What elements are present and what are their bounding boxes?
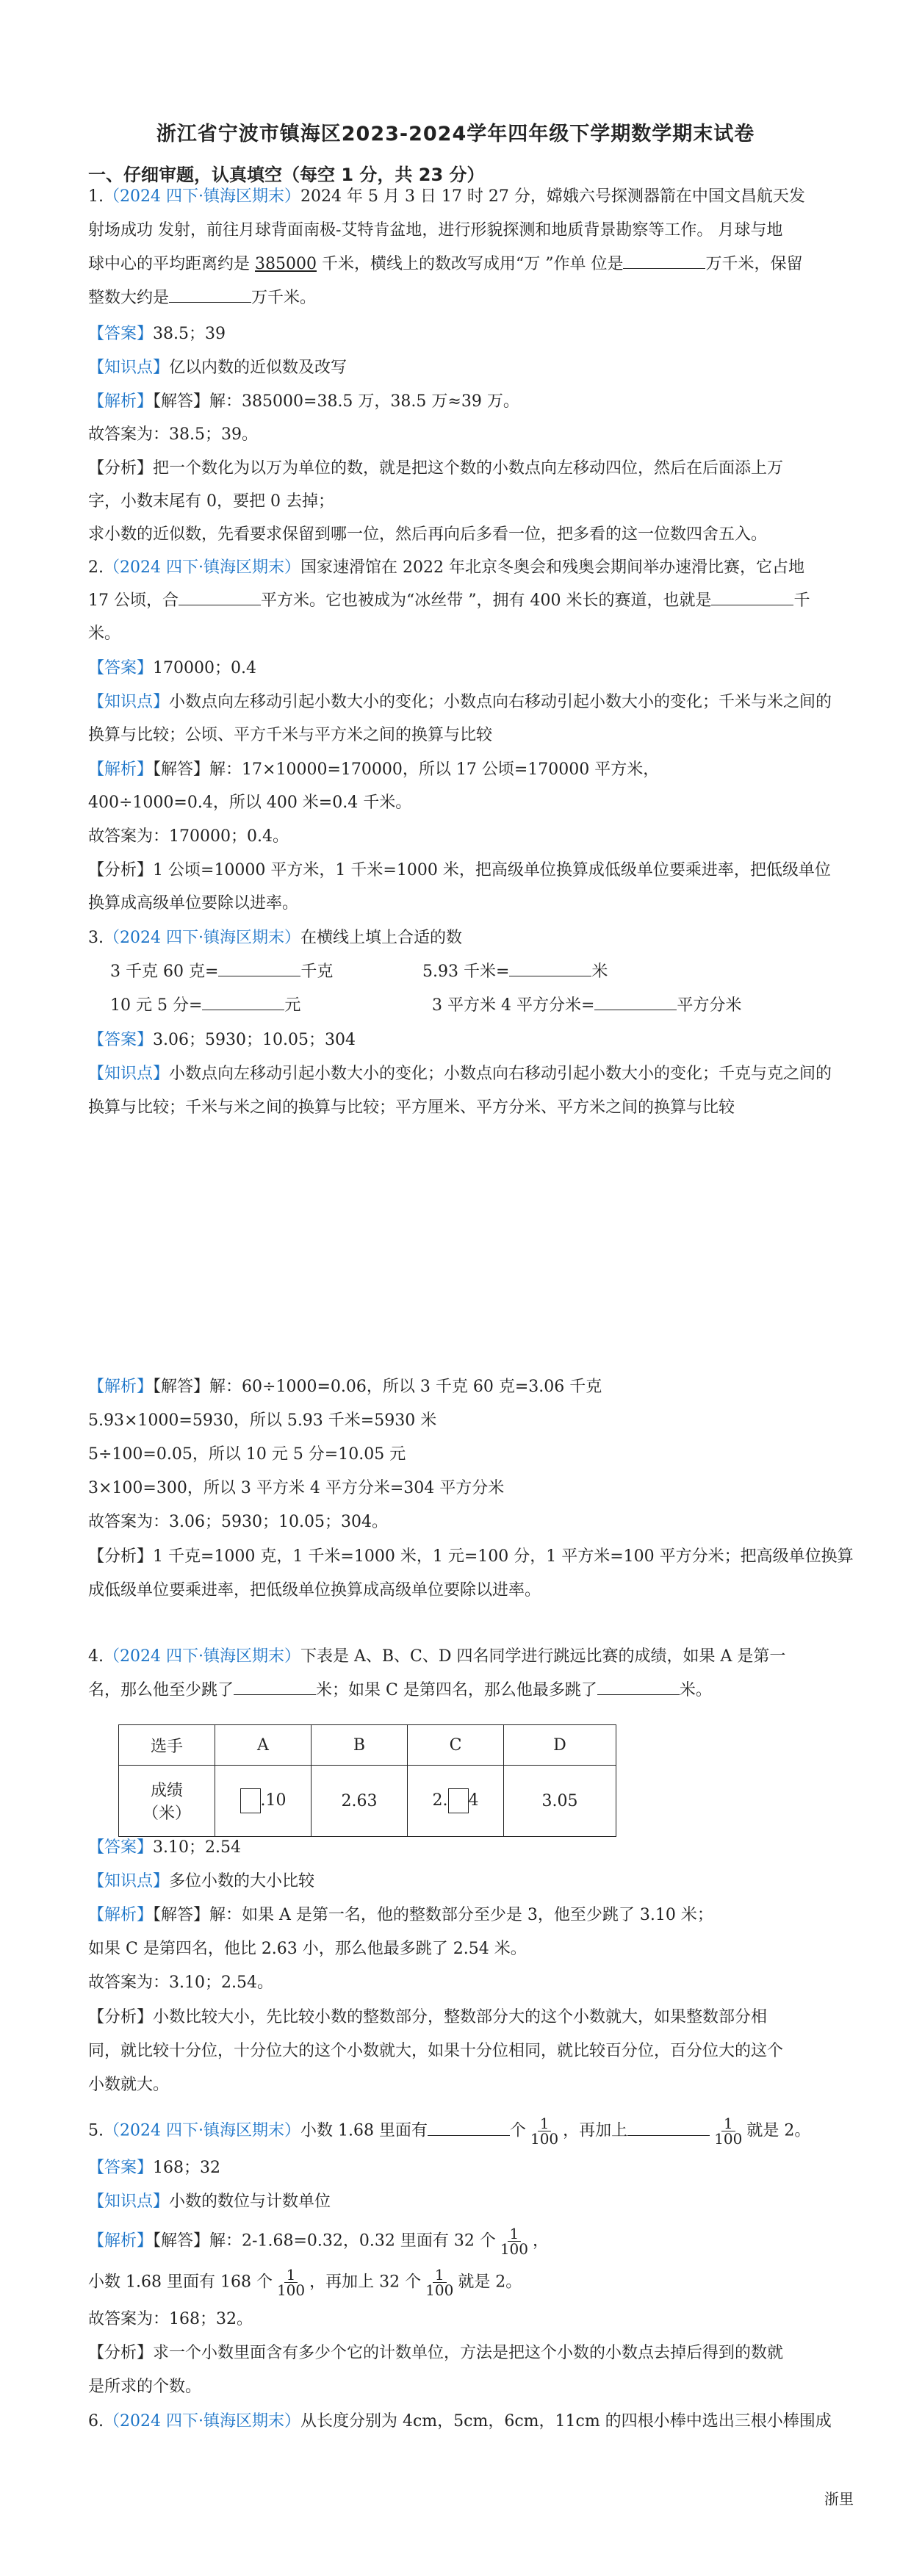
q3-fenxi: 【分析】1 千克=1000 克，1 千米=1000 米，1 元=100 分，1 平方米=100 平方分米；把高级单位换算 [88, 1547, 854, 1566]
q5-analysis: 小数 1.68 里面有 168 个 $\frac{1}{100}$ ，再加上 32 个 $\frac{1}{100}$ 就是 2。 [88, 2266, 522, 2299]
q1-line: 1.（2024 四下·镇海区期末）2024 年 5 月 3 日 17 时 27 分，嫦娥六号探测器箭在中国文昌航天发 [88, 187, 805, 206]
fraction: $\frac{1}{100}$ [276, 2266, 306, 2299]
q3-item: 5.93 千米= 米 [422, 963, 608, 981]
q4-analysis: 【解析】【解答】解：如果 A 是第一名，他的整数部分至少是 3，他至少跳了 3.10 米； [88, 1906, 713, 1924]
q3-final: 故答案为：3.06；5930；10.05；304。 [88, 1513, 388, 1531]
q1-knowledge: 【知识点】亿以内数的近似数及改写 [88, 359, 348, 377]
q3-analysis: 5÷100=0.05，所以 10 元 5 分=10.05 元 [88, 1445, 406, 1464]
source-tag: （2024 四下·镇海区期末） [104, 929, 300, 947]
q3-item: 3 千克 60 克= 千克 [110, 963, 334, 981]
q2-analysis: 【解析】【解答】解：17×10000=170000，所以 17 公顷=170000 平方米， [88, 760, 660, 779]
q1-answer: 【答案】38.5；39 [88, 325, 226, 343]
q1-line: 球中心的平均距离约是 385000 千米，横线上的数改写成用“万 ”作单 位是 万千米，保留 [88, 255, 803, 273]
q3-answer: 【答案】3.06；5930；10.05；304 [88, 1031, 356, 1049]
fraction: $\frac{1}{100}$ [500, 2225, 529, 2258]
q4-fenxi: 【分析】小数比较大小，先比较小数的整数部分，整数部分大的这个小数就大，如果整数部分相 [88, 2008, 768, 2026]
q5-fenxi: 【分析】求一个小数里面含有多少个它的计数单位，方法是把这个小数的小数点去掉后得到的数就 [88, 2344, 784, 2362]
answer-blank [179, 590, 261, 605]
q4-final: 故答案为：3.10；2.54。 [88, 1974, 273, 1992]
q1-fenxi: 【分析】把一个数化为以万为单位的数，就是把这个数的小数点向左移动四位，然后在后面添上万 [88, 459, 784, 478]
page-title: 浙江省宁波市镇海区2023-2024学年四年级下学期数学期末试卷 [156, 123, 755, 145]
answer-blank [623, 253, 705, 269]
source-tag: （2024 四下·镇海区期末） [104, 2121, 300, 2140]
q3-fenxi: 成低级单位要乘进率，把低级单位换算成高级单位要除以进率。 [88, 1581, 541, 1600]
q3-item: 3 平方米 4 平方分米= 平方分米 [432, 996, 742, 1015]
answer-blank [234, 1680, 316, 1695]
q1-line: 射场成功 发射，前往月球背面南极-艾特肯盆地，进行形貌探测和地质背景勘察等工作。 月球与地 [88, 221, 783, 240]
source-tag: （2024 四下·镇海区期末） [104, 2412, 300, 2431]
source-tag: （2024 四下·镇海区期末） [104, 558, 300, 577]
q4-knowledge: 【知识点】多位小数的大小比较 [88, 1872, 315, 1890]
table-header: A [215, 1725, 312, 1766]
q2-fenxi: 【分析】1 公顷=10000 平方米，1 千米=1000 米，把高级单位换算成低级单位要乘进率，把低级单位 [88, 861, 831, 879]
source-tag: （2024 四下·镇海区期末） [104, 187, 300, 206]
answer-blank [202, 995, 284, 1010]
fraction: $\frac{1}{100}$ [425, 2266, 454, 2299]
q1-line: 整数大约是 万千米。 [88, 289, 317, 307]
q3-line: 3.（2024 四下·镇海区期末）在横线上填上合适的数 [88, 929, 462, 947]
q2-final: 故答案为：170000；0.4。 [88, 827, 289, 846]
answer-blank [509, 961, 591, 976]
underlined-number: 385000 [255, 255, 317, 273]
section-heading: 一、仔细审题，认真填空（每空 1 分，共 23 分） [88, 165, 485, 185]
table-header: 选手 [119, 1725, 215, 1766]
answer-blank [218, 961, 300, 976]
q2-line: 17 公顷，合 平方米。它也被成为“冰丝带 ”，拥有 400 米长的赛道，也就是 千 [88, 591, 810, 610]
source-tag: （2024 四下·镇海区期末） [104, 1647, 300, 1666]
blank-box [240, 1788, 261, 1813]
q4-line: 4.（2024 四下·镇海区期末）下表是 A、B、C、D 四名同学进行跳远比赛的成绩，如果 A 是第一 [88, 1647, 786, 1666]
answer-blank [169, 287, 251, 303]
q4-line: 名，那么他至少跳了 米；如果 C 是第四名，那么他最多跳了 米。 [88, 1681, 712, 1699]
q5-fenxi: 是所求的个数。 [88, 2378, 202, 2396]
q3-analysis: 【解析】【解答】解：60÷1000=0.06，所以 3 千克 60 克=3.06 千克 [88, 1378, 602, 1396]
q5-final: 故答案为：168；32。 [88, 2310, 253, 2328]
q3-item: 10 元 5 分= 元 [110, 996, 301, 1015]
answer-blank [597, 1680, 680, 1695]
q2-line: 2.（2024 四下·镇海区期末）国家速滑馆在 2022 年北京冬奥会和残奥会期间举办速滑比赛，它占地 [88, 558, 804, 577]
q4-analysis: 如果 C 是第四名，他比 2.63 小，那么他最多跳了 2.54 米。 [88, 1940, 527, 1958]
q1-fenxi: 字，小数末尾有 0，要把 0 去掉； [88, 492, 334, 511]
q5-analysis: 【解析】【解答】解：2-1.68=0.32，0.32 里面有 32 个 $\frac{1}{100}$ ， [88, 2225, 550, 2258]
q6-line: 6.（2024 四下·镇海区期末）从长度分别为 4cm，5cm，6cm，11cm 的四根小棒中选出三根小棒围成 [88, 2412, 832, 2431]
q4-fenxi: 小数就大。 [88, 2076, 170, 2094]
q2-knowledge: 【知识点】小数点向左移动引起小数大小的变化；小数点向右移动引起小数大小的变化；千米与米之间的 [88, 693, 832, 711]
fraction: $\frac{1}{100}$ [714, 2115, 743, 2148]
answer-blank [428, 2120, 510, 2136]
q4-fenxi: 同，就比较十分位，十分位大的这个小数就大，如果十分位相同，就比较百分位，百分位大的这个 [88, 2042, 784, 2060]
q3-knowledge: 换算与比较；千米与米之间的换算与比较；平方厘米、平方分米、平方米之间的换算与比较 [88, 1098, 735, 1117]
q1-final: 故答案为：38.5；39。 [88, 425, 258, 444]
q2-fenxi: 换算成高级单位要除以进率。 [88, 894, 299, 913]
page-footer: 浙里 [824, 2490, 854, 2508]
q3-analysis: 5.93×1000=5930，所以 5.93 千米=5930 米 [88, 1411, 437, 1430]
q3-knowledge: 【知识点】小数点向左移动引起小数大小的变化；小数点向右移动引起小数大小的变化；千克与克之间的 [88, 1065, 832, 1083]
q5-knowledge: 【知识点】小数的数位与计数单位 [88, 2192, 331, 2211]
q3-analysis: 3×100=300，所以 3 平方米 4 平方分米=304 平方分米 [88, 1479, 505, 1497]
table-header: B [312, 1725, 408, 1766]
table-header: C [408, 1725, 504, 1766]
q2-analysis: 400÷1000=0.4，所以 400 米=0.4 千米。 [88, 794, 412, 812]
q2-line: 米。 [88, 625, 121, 643]
q2-answer: 【答案】170000；0.4 [88, 659, 256, 677]
table-cell: 2.63 [312, 1766, 408, 1837]
q4-answer: 【答案】3.10；2.54 [88, 1838, 241, 1857]
q2-knowledge: 换算与比较；公顷、平方千米与平方米之间的换算与比较 [88, 726, 493, 744]
blank-box [448, 1788, 469, 1813]
answer-blank [594, 995, 677, 1010]
score-table [118, 1724, 616, 1837]
q1-analysis: 【解析】【解答】解：385000=38.5 万，38.5 万≈39 万。 [88, 392, 519, 411]
answer-blank [711, 590, 793, 605]
q1-fenxi: 求小数的近似数，先看要求保留到哪一位，然后再向后多看一位，把多看的这一位数四舍五入。 [88, 525, 768, 544]
q5-line: 5.（2024 四下·镇海区期末）小数 1.68 里面有 个 $\frac{1}{100}$ ，再加上 $\frac{1}{100}$ 就是 2。 [88, 2115, 811, 2148]
table-cell: 成绩 （米） [119, 1766, 215, 1837]
table-cell: 2. 4 [408, 1766, 504, 1837]
answer-blank [627, 2120, 710, 2136]
table-cell: .10 [215, 1766, 312, 1837]
q5-answer: 【答案】168；32 [88, 2159, 221, 2177]
fraction: $\frac{1}{100}$ [530, 2115, 559, 2148]
table-cell: 3.05 [504, 1766, 616, 1837]
table-header: D [504, 1725, 616, 1766]
